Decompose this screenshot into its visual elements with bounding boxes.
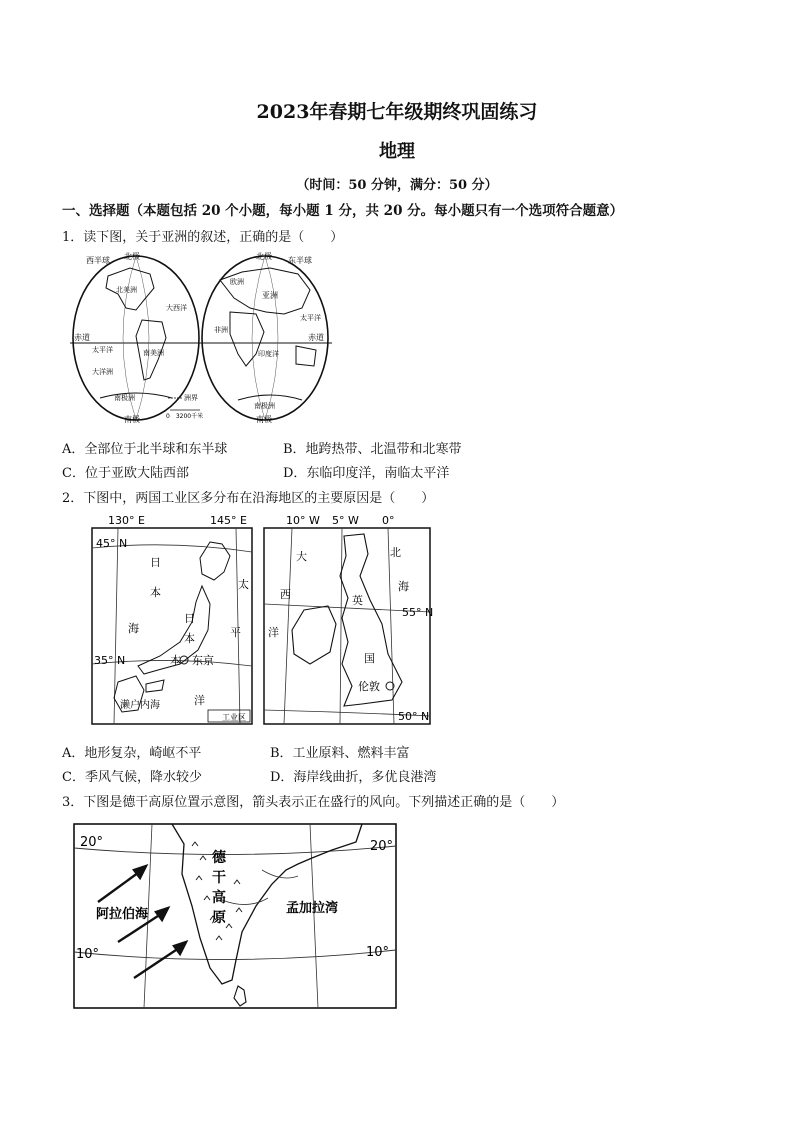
japan-honshu-label: 本 (170, 654, 181, 667)
deccan-char-3: 高 (212, 890, 226, 906)
label-europe: 欧洲 (230, 278, 244, 286)
lat-20-left: 20° (80, 835, 104, 850)
label-oceania: 大洋洲 (92, 368, 113, 376)
deccan-char-1: 德 (212, 850, 226, 866)
label-asia: 亚洲 (262, 291, 278, 300)
label-south-pole-right: 南极 (256, 415, 272, 424)
label-pacific-right: 太平洋 (300, 314, 321, 322)
q2-option-d[interactable]: D．海岸线曲折，多优良港湾 (270, 770, 437, 785)
label-equator-right: 赤道 (308, 333, 324, 342)
japan-ocean-char-1: 太 (238, 578, 249, 591)
lat-10-right: 10° (366, 945, 390, 960)
uk-map (262, 514, 434, 728)
label-north-america: 北美洲 (116, 286, 137, 294)
japan-ocean-char-2: 平 (230, 626, 241, 639)
q2-option-c[interactable]: C．季风气候，降水较少 (62, 770, 202, 785)
uk-country-char-1: 英 (352, 594, 363, 607)
deccan-char-2: 干 (212, 870, 226, 886)
scale-bar: 0 3200千米 (166, 413, 204, 420)
q1-option-d[interactable]: D．东临印度洋，南临太平洋 (283, 466, 450, 481)
label-south-america: 南美洲 (143, 349, 164, 357)
legend-industrial-zone: 工业区 (222, 713, 246, 722)
deccan-plateau-map (72, 820, 400, 1012)
legend-boundary: 洲界 (184, 394, 198, 402)
deccan-char-4: 原 (212, 910, 226, 926)
subject-title: 地理 (379, 141, 415, 162)
japan-country-char-2: 本 (184, 632, 195, 645)
label-atlantic: 大西洋 (166, 304, 187, 312)
question-1-stem: 1．读下图，关于亚洲的叙述，正确的是（ ） (62, 230, 344, 245)
japan-lon-145: 145° E (210, 514, 247, 527)
label-antarctica-left: 南极洲 (114, 394, 135, 402)
uk-north-sea-char-2: 海 (398, 580, 409, 593)
label-east-hemisphere: 东半球 (288, 256, 312, 265)
q2-option-a[interactable]: A．地形复杂，崎岖不平 (62, 746, 202, 761)
time-info: （时间：50 分钟，满分：50 分） (296, 178, 498, 193)
japan-ocean-char-3: 洋 (194, 694, 205, 707)
q1-option-c[interactable]: C．位于亚欧大陆西部 (62, 466, 189, 481)
label-pacific-left: 太平洋 (92, 346, 113, 354)
label-africa: 非洲 (214, 326, 228, 334)
uk-country-char-2: 国 (364, 652, 375, 665)
label-indian-ocean: 印度洋 (258, 350, 279, 358)
label-bay-of-bengal: 孟加拉湾 (286, 901, 339, 916)
japan-sea-char-2: 本 (150, 586, 161, 599)
question-3-stem: 3．下图是德干高原位置示意图，箭头表示正在盛行的风向。下列描述正确的是（ ） (62, 795, 565, 810)
label-tokyo: 东京 (192, 654, 214, 667)
label-south-pole-left: 南极 (124, 415, 140, 424)
label-arabian-sea: 阿拉伯海 (96, 907, 149, 922)
label-london: 伦敦 (358, 680, 380, 693)
label-inland-sea: 濑户内海 (120, 700, 160, 711)
uk-lat-50: 50° N (398, 710, 430, 723)
uk-lat-55: 55° N (402, 606, 434, 619)
uk-lon-0: 0° (382, 514, 395, 527)
label-north-pole-left: 北极 (124, 252, 140, 261)
uk-north-sea-char-1: 北 (390, 546, 401, 559)
uk-atlantic-char-1: 大 (296, 550, 307, 563)
uk-atlantic-char-2: 西 (280, 588, 291, 601)
page-title: 2023年春期七年级期终巩固练习 (256, 101, 538, 123)
uk-atlantic-char-3: 洋 (268, 626, 279, 639)
label-equator-left: 赤道 (74, 333, 90, 342)
japan-lon-130: 130° E (108, 514, 145, 527)
uk-lon-10w: 10° W (286, 514, 320, 527)
q2-option-b[interactable]: B．工业原料、燃料丰富 (270, 746, 410, 761)
label-north-pole-right: 北极 (256, 252, 272, 261)
japan-country-char-1: 日 (184, 612, 195, 625)
lat-20-right: 20° (370, 839, 394, 854)
label-antarctica-right: 南极洲 (254, 402, 275, 410)
world-hemispheres-map (70, 250, 332, 425)
lat-10-left: 10° (76, 947, 100, 962)
q1-option-a[interactable]: A．全部位于北半球和东半球 (62, 442, 228, 457)
japan-lat-45: 45° N (96, 537, 128, 550)
question-2-stem: 2．下图中，两国工业区多分布在沿海地区的主要原因是（ ） (62, 491, 435, 506)
japan-lat-35: 35° N (94, 654, 126, 667)
q1-option-b[interactable]: B．地跨热带、北温带和北寒带 (283, 442, 462, 457)
japan-map (88, 514, 256, 728)
section-heading: 一、选择题（本题包括 20 个小题，每小题 1 分，共 20 分。每小题只有一个选项符合题意） (62, 203, 624, 219)
japan-sea-char-1: 日 (150, 556, 161, 569)
label-west-hemisphere: 西半球 (86, 256, 110, 265)
uk-lon-5w: 5° W (332, 514, 359, 527)
japan-sea-char-3: 海 (128, 622, 139, 635)
